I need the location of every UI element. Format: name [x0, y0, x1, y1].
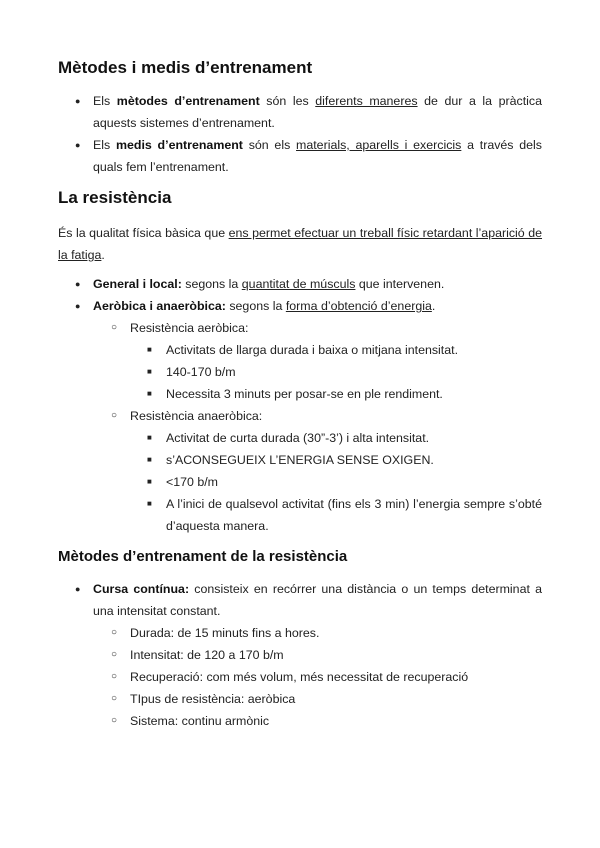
bullet-square: ■ [147, 389, 152, 398]
list-item: ■ s’ACONSEGUEIX L’ENERGIA SENSE OXIGEN. [58, 449, 542, 471]
list-item: ○ Sistema: continu armònic [58, 710, 542, 732]
heading-training-methods: Mètodes i medis d’entrenament [58, 58, 313, 77]
list-item: ○ Durada: de 15 minuts fins a hores. [58, 622, 542, 644]
list-item: ● Aeròbica i anaeròbica: segons la forma d’obtenció d’energia. [58, 295, 542, 317]
bullet-circle: ○ [111, 715, 118, 726]
list-item: ● Els mètodes d’entrenament són les diferents maneres de dur a la pràctica aquests sistemes d’entrenament. [58, 90, 542, 134]
list-item: ■ Activitats de llarga durada i baixa o mitjana intensitat. [58, 339, 542, 361]
list-item-aerobic: ○ Resistència aeròbica: [58, 317, 542, 339]
bullet-square: ■ [147, 433, 152, 442]
list-item: ○ Recuperació: com més volum, més necessitat de recuperació [58, 666, 542, 688]
list-item: ● Els medis d’entrenament són els materials, aparells i exercicis a través dels quals fem l’entrenament. [58, 134, 542, 178]
bullet-dot: ● [75, 140, 81, 150]
list-item: ● Cursa contínua: consisteix en recórrer una distància o un temps determinat a una intensitat constant. [58, 578, 542, 622]
training-methods-list [58, 90, 542, 178]
bullet-circle: ○ [111, 410, 118, 421]
bullet-square: ■ [147, 367, 152, 376]
resistance-types-list [58, 273, 542, 537]
bullet-dot: ● [75, 584, 81, 594]
resistance-methods-list [58, 578, 542, 732]
bullet-square: ■ [147, 477, 152, 486]
list-item: ■ <170 b/m [58, 471, 542, 493]
bullet-dot: ● [75, 301, 81, 311]
heading-resistance: La resistència [58, 188, 172, 207]
list-item: ■ 140-170 b/m [58, 361, 542, 383]
bullet-square: ■ [147, 499, 152, 508]
bullet-dot: ● [75, 279, 81, 289]
resistance-definition: És la qualitat física bàsica que ens permet efectuar un treball físic retardant l’aparició de la fatiga. [58, 226, 543, 262]
bullet-square: ■ [147, 455, 152, 464]
bullet-circle: ○ [111, 649, 118, 660]
list-item: ● General i local: segons la quantitat de músculs que intervenen. [58, 273, 542, 295]
bullet-dot: ● [75, 96, 81, 106]
list-item: ■ Activitat de curta durada (30”-3’) i alta intensitat. [58, 427, 542, 449]
list-item: ○ TIpus de resistència: aeròbica [58, 688, 542, 710]
bullet-circle: ○ [111, 627, 118, 638]
bullet-circle: ○ [111, 671, 118, 682]
bullet-circle: ○ [111, 322, 118, 333]
list-item: ○ Intensitat: de 120 a 170 b/m [58, 644, 542, 666]
bullet-circle: ○ [111, 693, 118, 704]
bullet-square: ■ [147, 345, 152, 354]
list-item-anaerobic: ○ Resistència anaeròbica: [58, 405, 542, 427]
list-item: ■ A l’inici de qualsevol activitat (fins els 3 min) l’energia sempre s’obté d’aquesta manera. [58, 493, 542, 537]
heading-resistance-methods: Mètodes d’entrenament de la resistència [58, 548, 348, 565]
list-item: ■ Necessita 3 minuts per posar-se en ple rendiment. [58, 383, 542, 405]
